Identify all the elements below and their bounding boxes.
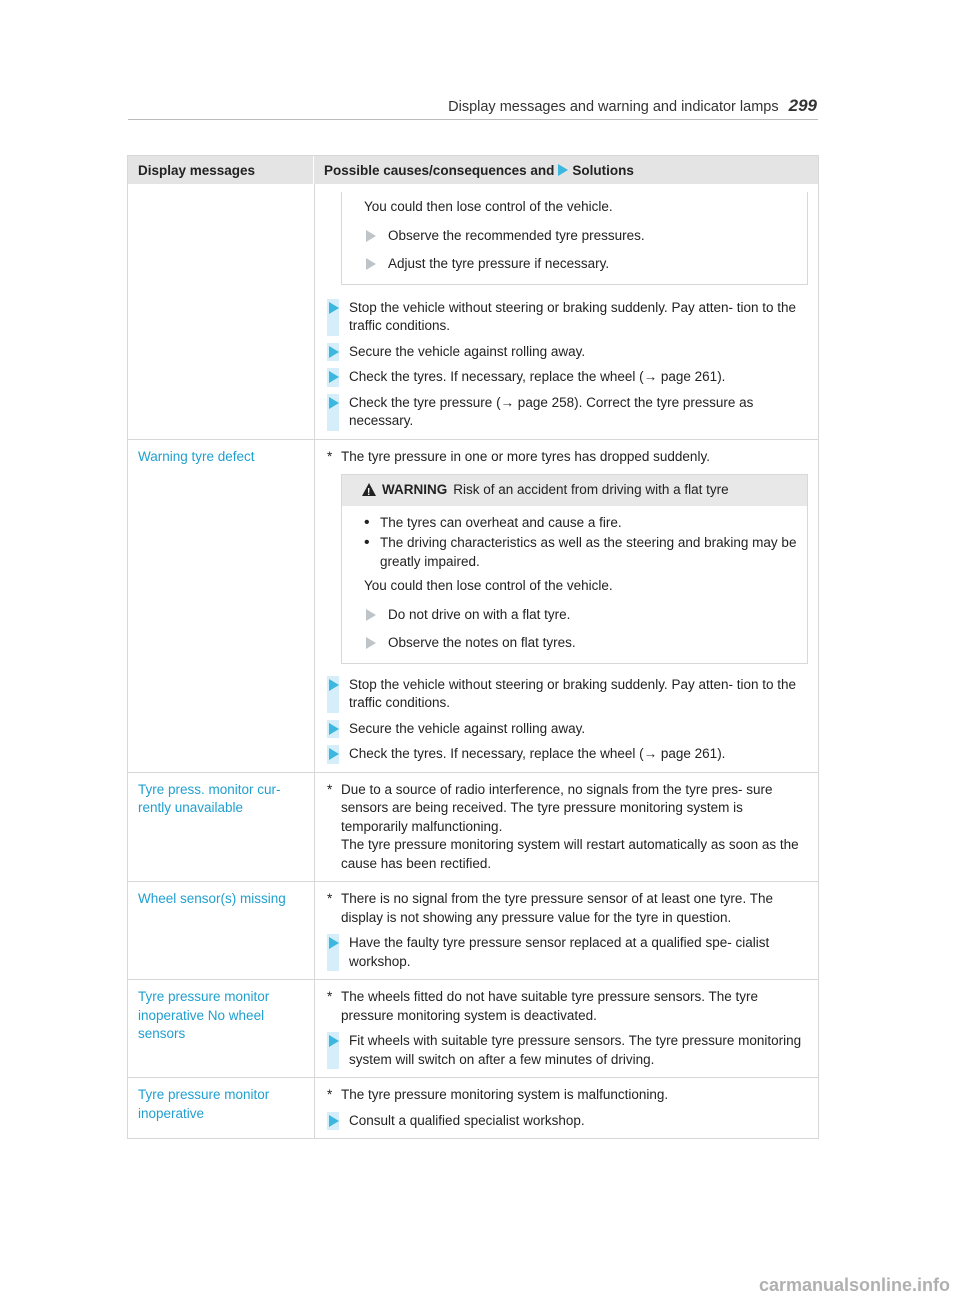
arrow-right-icon xyxy=(329,397,339,409)
arrow-right-icon xyxy=(329,371,339,383)
arrow-right-icon xyxy=(329,723,339,735)
table-row: Tyre pressure monitor inoperative No wheel sensors * The wheels fitted do not have suitable tyre pressure sensors. The tyre pressure monitoring system is deactivated. Fit wheels with suitable tyre pressure sensors. The tyre pressure monitoring system will switch on after a few minutes of driving. xyxy=(128,979,818,1077)
arrow-right-icon xyxy=(329,937,339,949)
list-item: Consult a qualified specialist workshop. xyxy=(327,1112,808,1131)
col-header-messages: Display messages xyxy=(128,156,314,184)
display-message: Tyre press. monitor cur- rently unavailable xyxy=(138,781,281,815)
list-item: Check the tyre pressure (→ page 258). Correct the tyre pressure as necessary. xyxy=(327,394,808,431)
running-head xyxy=(448,96,817,116)
list-item: Have the faulty tyre pressure sensor replaced at a qualified spe- cialist workshop. xyxy=(327,934,808,971)
arrow-right-icon xyxy=(329,302,339,314)
arrow-right-icon xyxy=(329,346,339,358)
list-item: Check the tyres. If necessary, replace the wheel (→ page 261). xyxy=(327,745,808,764)
arrow-right-icon xyxy=(329,679,339,691)
table-row: Warning tyre defect * The tyre pressure in one or more tyres has dropped suddenly. !WARNING Risk of an accident from driving with a flat tyre • The tyres can overheat and cause a fire. • The driving characteristics as well as the steering and braking may be greatly impaired. You could then lose control of the vehicle. Do not drive on with a flat tyre. Observe the notes on flat tyres. Stop the vehicle without steering or braking suddenly. Pay atten- tion to the traffic conditions. Secure the vehicle against rolling away. Check the tyres. If necessary, replace the wheel (→ page 261). xyxy=(128,439,818,772)
arrow-right-icon xyxy=(366,258,376,270)
arrow-right-icon xyxy=(366,230,376,242)
warning-triangle-icon xyxy=(362,483,376,496)
list-item: Observe the notes on flat tyres. xyxy=(364,634,797,653)
list-item: Do not drive on with a flat tyre. xyxy=(364,606,797,625)
arrow-right-icon xyxy=(366,637,376,649)
list-item: Stop the vehicle without steering or braking suddenly. Pay atten- tion to the traffic conditions. xyxy=(327,676,808,713)
arrow-right-icon xyxy=(329,1115,339,1127)
table-row xyxy=(128,184,818,439)
list-item: • The driving characteristics as well as the steering and braking may be greatly impaired. xyxy=(364,534,797,569)
list-item: Fit wheels with suitable tyre pressure sensors. The tyre pressure monitoring system will switch on after a few minutes of driving. xyxy=(327,1032,808,1069)
col-header-causes: Possible causes/consequences and Solutions xyxy=(324,163,634,178)
display-message: Warning tyre defect xyxy=(138,448,255,464)
table-header xyxy=(128,156,818,184)
display-message: Tyre pressure monitor inoperative xyxy=(138,1087,270,1121)
display-messages-table xyxy=(127,155,819,1139)
arrow-right-icon xyxy=(329,748,339,760)
arrow-right-icon xyxy=(366,609,376,621)
warning-box-continued: You could then lose control of the vehicle. Observe the recommended tyre pressures. Adjust the tyre pressure if necessary. xyxy=(341,192,808,285)
table-row: Wheel sensor(s) missing * There is no signal from the tyre pressure sensor of at least one tyre. The display is not showing any pressure value for the tyre in question. Have the faulty tyre pressure sensor replaced at a qualified spe- cialist workshop. xyxy=(128,881,818,979)
list-item: Check the tyres. If necessary, replace the wheel (→ page 261). xyxy=(327,368,808,387)
list-item: Secure the vehicle against rolling away. xyxy=(327,343,808,362)
arrow-right-icon xyxy=(329,1035,339,1047)
header-title: Display messages and warning and indicator lamps xyxy=(448,99,779,115)
display-message: Tyre pressure monitor inoperative No wheel sensors xyxy=(138,989,270,1041)
page-number: 299 xyxy=(788,96,817,115)
list-item: Observe the recommended tyre pressures. xyxy=(364,227,797,246)
list-item: Stop the vehicle without steering or braking suddenly. Pay atten- tion to the traffic conditions. xyxy=(327,299,808,336)
warning-box: !WARNING Risk of an accident from driving with a flat tyre • The tyres can overheat and cause a fire. • The driving characteristics as well as the steering and braking may be greatly impaired. You could then lose control of the vehicle. Do not drive on with a flat tyre. Observe the notes on flat tyres. xyxy=(341,474,808,664)
list-item: • The tyres can overheat and cause a fire. xyxy=(364,513,622,531)
arrow-right-icon xyxy=(558,164,568,176)
watermark: carmanualsonline.info xyxy=(758,1275,950,1295)
table-row: Tyre pressure monitor inoperative * The tyre pressure monitoring system is malfunctioning. Consult a qualified specialist workshop. xyxy=(128,1077,818,1138)
table-row: Tyre press. monitor cur- rently unavailable * Due to a source of radio interference, no signals from the tyre pres- sure sensors are being received. The tyre pressure monitoring system is temporarily malfunctioning. The tyre pressure monitoring system will restart automatically as soon as the cause has been rectified. xyxy=(128,772,818,882)
display-message: Wheel sensor(s) missing xyxy=(138,891,286,906)
list-item: Adjust the tyre pressure if necessary. xyxy=(364,255,797,274)
header-rule xyxy=(128,119,818,120)
list-item: Secure the vehicle against rolling away. xyxy=(327,720,808,739)
